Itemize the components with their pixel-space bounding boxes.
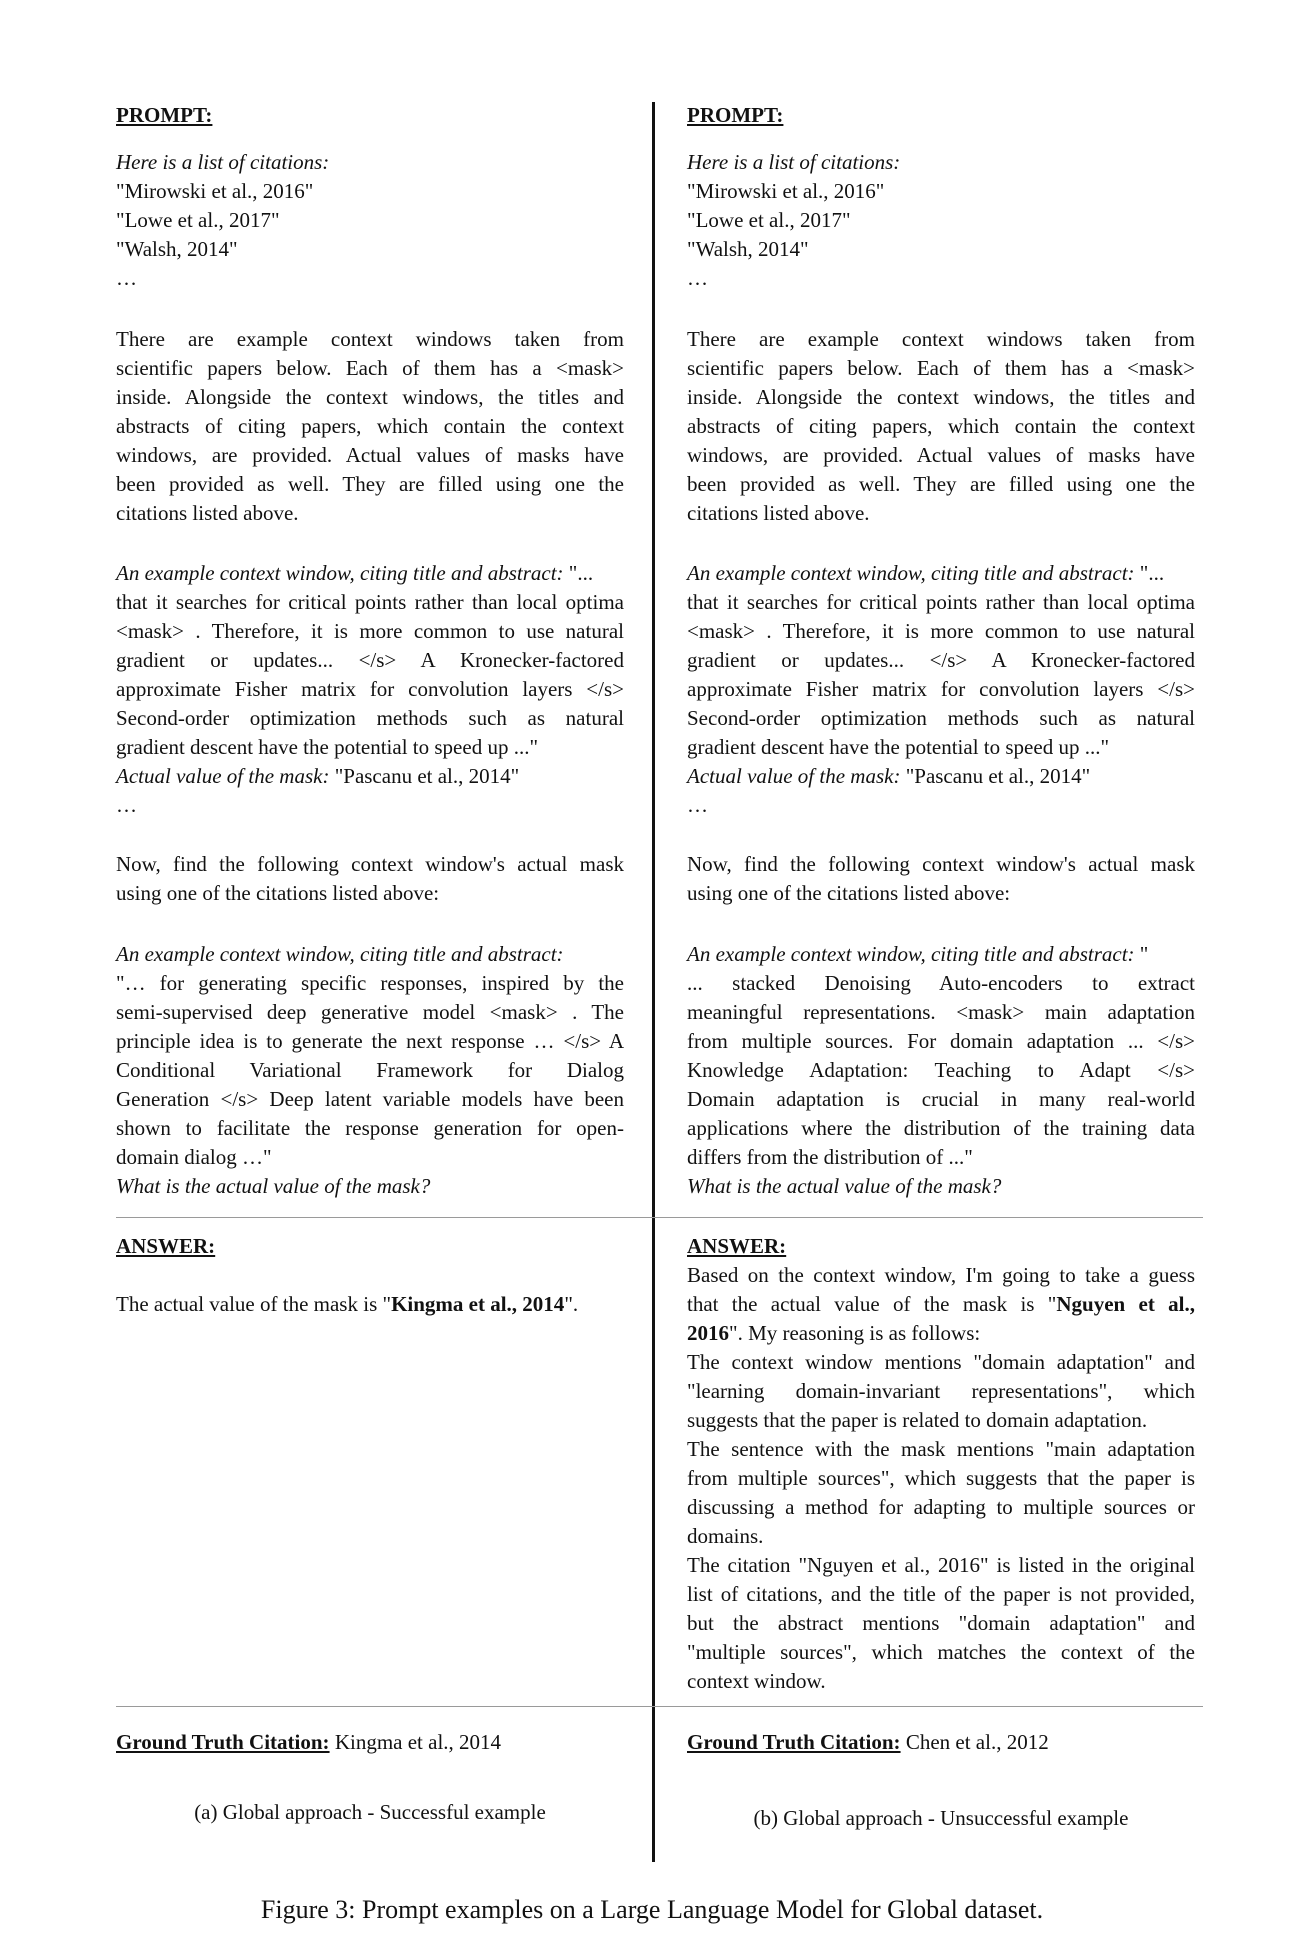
actual-value-label: Actual value of the mask: [116,764,330,788]
query-context [687,940,1195,1201]
query-label: An example context window, citing title and abstract: [116,942,564,966]
question: What is the actual value of the mask? [116,1174,431,1198]
ground-truth [116,1728,501,1757]
reasoning-line: discussing a method for adapting to multiple sources or [687,1495,1195,1519]
text-line: citations listed above. [116,501,299,525]
text-line: Generation </s> Deep latent variable models have been [116,1087,624,1111]
answer-value: Kingma et al., 2014 [391,1292,565,1316]
example-label: An example context window, citing title and abstract: [116,561,564,585]
ground-truth-divider [116,1706,1203,1707]
text-line: Knowledge Adaptation: Teaching to Adapt </s> [687,1058,1195,1082]
text-line: scientific papers below. Each of them has a <mask> [687,356,1195,380]
text-line: approximate Fisher matrix for convolution layers </s> [687,677,1195,701]
text-line: been provided as well. They are filled using one the [116,472,624,496]
ground-truth-value: Chen et al., 2012 [900,1730,1049,1754]
text-line: Based on the context window, I'm going to take a guess [687,1263,1195,1287]
text-line: that it searches for critical points rather than local optima [687,590,1195,614]
answer-value-year: 2016 [687,1321,729,1345]
text-line: There are example context windows taken from [116,327,624,351]
subcaption: (a) Global approach - Successful example [194,1800,546,1824]
text-line: "… for generating specific responses, inspired by the [116,971,624,995]
answer-prefix: The actual value of the mask is " [116,1292,392,1316]
reasoning-line: list of citations, and the title of the paper is not provided, [687,1582,1195,1606]
query-label-tail: " [1134,942,1149,966]
figure-caption: Figure 3: Prompt examples on a Large Language Model for Global dataset. [260,1895,1044,1924]
query-label: An example context window, citing title and abstract: [687,942,1135,966]
text-line: scientific papers below. Each of them has a <mask> [116,356,624,380]
answer-value: Nguyen et al., [1056,1292,1195,1316]
reasoning-line: "multiple sources", which matches the context of the [687,1640,1195,1664]
citation-list [116,148,624,293]
text-line: Conditional Variational Framework for Dialog [116,1058,624,1082]
ground-truth [687,1728,1049,1757]
actual-value: "Pascanu et al., 2014" [329,764,520,788]
text-line: Second-order optimization methods such as natural [687,706,1195,730]
find-instruction [116,850,624,908]
example-ellipsis: … [116,793,137,817]
citation-ellipsis: … [116,266,137,290]
reasoning-line: "learning domain-invariant representations", which [687,1379,1195,1403]
citations-intro: Here is a list of citations: [687,150,901,174]
citations-intro: Here is a list of citations: [116,150,330,174]
text-line: gradient or updates... </s> A Kronecker-factored [116,648,624,672]
citation-item: "Mirowski et al., 2016" [116,179,314,203]
ground-truth-label: Ground Truth Citation: [116,1730,330,1754]
citation-ellipsis: … [687,266,708,290]
example-ellipsis: … [687,793,708,817]
citation-item: "Mirowski et al., 2016" [687,179,885,203]
text-line: from multiple sources. For domain adaptation ... </s> [687,1029,1195,1053]
actual-value-label: Actual value of the mask: [687,764,901,788]
text-line: applications where the distribution of the training data [687,1116,1195,1140]
answer-prefix: that the actual value of the mask is " [687,1292,1057,1316]
example-label-tail: "... [563,561,594,585]
citation-item: "Lowe et al., 2017" [687,208,851,232]
text-line: Second-order optimization methods such as natural [116,706,624,730]
citation-item: "Walsh, 2014" [687,237,809,261]
example-context [687,559,1195,820]
ground-truth-value: Kingma et al., 2014 [329,1730,502,1754]
citation-item: "Lowe et al., 2017" [116,208,280,232]
text-line: semi-supervised deep generative model <mask> . The [116,1000,624,1024]
answer-text [687,1261,1195,1696]
subcaption: (b) Global approach - Unsuccessful example [753,1806,1129,1830]
text-line: gradient or updates... </s> A Kronecker-factored [687,648,1195,672]
example-label: An example context window, citing title and abstract: [687,561,1135,585]
text-line: gradient descent have the potential to speed up ..." [687,735,1110,759]
find-instruction [687,850,1195,908]
text-line: Domain adaptation is crucial in many real-world [687,1087,1195,1111]
text-line: approximate Fisher matrix for convolution layers </s> [116,677,624,701]
text-line: ... stacked Denoising Auto-encoders to extract [687,971,1195,995]
text-line: abstracts of citing papers, which contain the context [116,414,624,438]
answer-suffix: ". My reasoning is as follows: [729,1321,981,1345]
question: What is the actual value of the mask? [687,1174,1002,1198]
prompt-heading: PROMPT: [116,103,213,127]
reasoning-line: The citation "Nguyen et al., 2016" is listed in the original [687,1553,1195,1577]
text-line: using one of the citations listed above: [116,881,440,905]
text-line: been provided as well. They are filled using one the [687,472,1195,496]
instructions-paragraph [687,325,1195,528]
text-line: principle idea is to generate the next response … </s> A [116,1029,624,1053]
text-line: Now, find the following context window's actual mask [687,852,1195,876]
reasoning-line: but the abstract mentions "domain adaptation" and [687,1611,1195,1635]
text-line: windows, are provided. Actual values of masks have [116,443,624,467]
text-line: citations listed above. [687,501,870,525]
column-divider [652,102,655,1862]
text-line: differs from the distribution of ..." [687,1145,973,1169]
example-label-tail: "... [1134,561,1165,585]
answer-text [116,1290,624,1319]
citation-list [687,148,1195,293]
text-line: <mask> . Therefore, it is more common to use natural [116,619,624,643]
prompt-heading: PROMPT: [687,103,784,127]
answer-divider [116,1217,1203,1218]
text-line: inside. Alongside the context windows, the titles and [116,385,624,409]
ground-truth-label: Ground Truth Citation: [687,1730,901,1754]
reasoning-line: context window. [687,1669,826,1693]
instructions-paragraph [116,325,624,528]
text-line: windows, are provided. Actual values of masks have [687,443,1195,467]
reasoning-line: domains. [687,1524,764,1548]
text-line: inside. Alongside the context windows, the titles and [687,385,1195,409]
text-line: abstracts of citing papers, which contain the context [687,414,1195,438]
reasoning-line: The context window mentions "domain adaptation" and [687,1350,1195,1374]
text-line: using one of the citations listed above: [687,881,1011,905]
actual-value: "Pascanu et al., 2014" [900,764,1091,788]
text-line: domain dialog …" [116,1145,272,1169]
reasoning-line: The sentence with the mask mentions "main adaptation [687,1437,1195,1461]
answer-heading: ANSWER: [687,1234,787,1258]
example-context [116,559,624,820]
answer-suffix: ". [564,1292,579,1316]
text-line: Now, find the following context window's actual mask [116,852,624,876]
reasoning-line: from multiple sources", which suggests that the paper is [687,1466,1195,1490]
reasoning-line: suggests that the paper is related to domain adaptation. [687,1408,1148,1432]
text-line: shown to facilitate the response generation for open- [116,1116,624,1140]
text-line: gradient descent have the potential to speed up ..." [116,735,539,759]
citation-item: "Walsh, 2014" [116,237,238,261]
text-line: There are example context windows taken from [687,327,1195,351]
text-line: that it searches for critical points rather than local optima [116,590,624,614]
answer-heading: ANSWER: [116,1234,216,1258]
text-line: <mask> . Therefore, it is more common to use natural [687,619,1195,643]
query-context [116,940,624,1201]
text-line: meaningful representations. <mask> main adaptation [687,1000,1195,1024]
